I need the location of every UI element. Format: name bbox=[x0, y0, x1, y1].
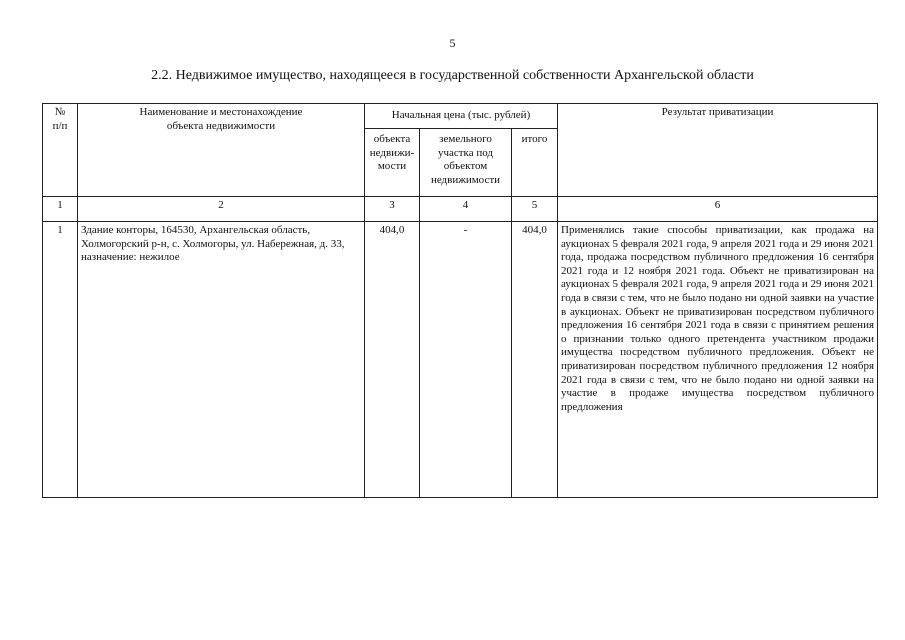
header-price-land: земельного участка под объектом недвижимости bbox=[420, 129, 512, 197]
row-price-object: 404,0 bbox=[365, 222, 420, 498]
page-number: 5 bbox=[449, 36, 456, 50]
row-price-land: - bbox=[420, 222, 512, 498]
row-result: Применялись такие способы приватизации, как продажа на аукционах 5 февраля 2021 года, 9 апреля 2021 года и 29 июня 2021 года, продажа посредством публичного предложения 16 сентября 2021 года и 12 ноября 2021 года. Объект не приватизирован на аукционах 5 февраля 2021 года, 9 апреля 2021 года и 29 июня 2021 года в связи с тем, что не было подано ни одной заявки на участие в аукционах. Объект не приватизирован посредством публичного предложения 16 сентября 2021 года в связи с принятием решения о признании только одного претендента участником продажи имущества посредством публичного предложения. Объект не приватизирован посредством публичного предложения 12 ноября 2021 года в связи с тем, что не было подано ни одной заявки на участие в продаже имущества посредством публичного предложения bbox=[558, 222, 878, 498]
table-row bbox=[43, 222, 878, 498]
column-numbers-row bbox=[43, 197, 878, 222]
column-number: 3 bbox=[365, 197, 420, 222]
column-number: 2 bbox=[78, 197, 365, 222]
header-price-total: итого bbox=[512, 129, 558, 197]
header-price-group: Начальная цена (тыс. рублей) bbox=[365, 104, 558, 129]
section-title: 2.2. Недвижимое имущество, находящееся в государственной собственности Архангельской области bbox=[151, 68, 754, 83]
column-number: 1 bbox=[43, 197, 78, 222]
header-name: Наименование и местонахождение объекта недвижимости bbox=[78, 104, 365, 197]
row-price-total: 404,0 bbox=[512, 222, 558, 498]
row-name: Здание конторы, 164530, Архангельская область, Холмогорский р-н, с. Холмогоры, ул. Набережная, д. 33, назначение: нежилое bbox=[78, 222, 365, 498]
column-number: 4 bbox=[420, 197, 512, 222]
column-number: 6 bbox=[558, 197, 878, 222]
row-number: 1 bbox=[43, 222, 78, 498]
header-price-object: объекта недвижи-мости bbox=[365, 129, 420, 197]
column-number: 5 bbox=[512, 197, 558, 222]
privatization-table bbox=[42, 103, 878, 498]
table-header-row bbox=[43, 104, 878, 129]
header-result: Результат приватизации bbox=[558, 104, 878, 197]
header-number: № п/п bbox=[43, 104, 78, 197]
